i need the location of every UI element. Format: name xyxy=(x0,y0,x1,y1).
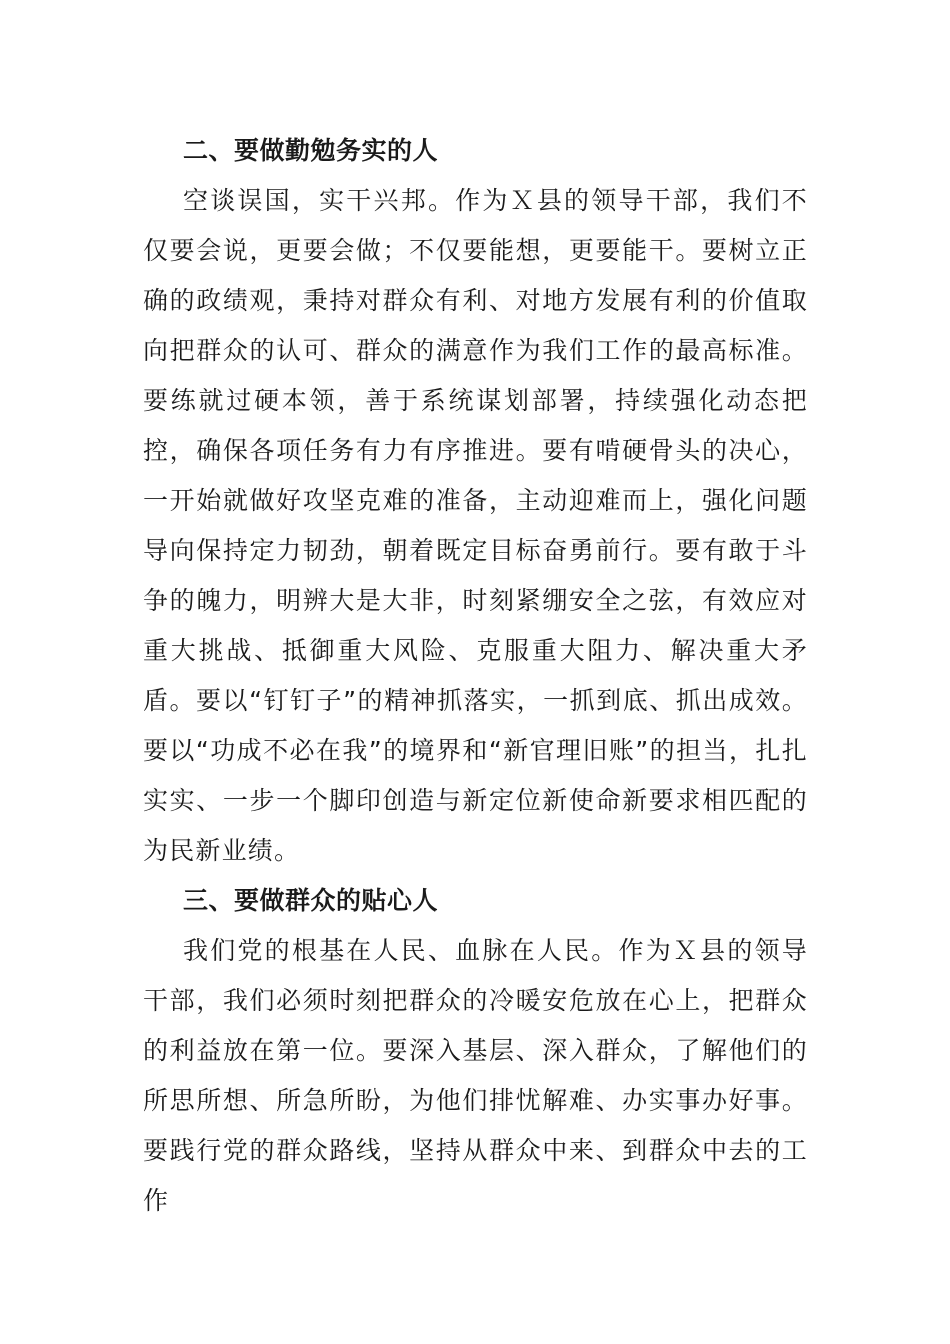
section-heading-diligent: 二、要做勤勉务实的人 xyxy=(183,136,439,165)
section-body-people: 我们党的根基在人民、血脉在人民。作为Ｘ县的领导干部，我们必须时刻把群众的冷暖安危放在心上，把群众的利益放在第一位。要深入基层、深入群众，了解他们的所思所想、所急所盼，为他们排忧解难、办实事办好事。要践行党的群众路线，坚持从群众中来、到群众中去的工作 xyxy=(143,936,808,1215)
section-heading-people: 三、要做群众的贴心人 xyxy=(183,886,439,915)
section-body-diligent: 空谈误国，实干兴邦。作为Ｘ县的领导干部，我们不仅要会说，更要会做；不仅要能想，更要能干。要树立正确的政绩观，秉持对群众有利、对地方发展有利的价值取向把群众的认可、群众的满意作为我们工作的最高标准。要练就过硬本领，善于系统谋划部署，持续强化动态把控，确保各项任务有力有序推进。要有啃硬骨头的决心，一开始就做好攻坚克难的准备，主动迎难而上，强化问题导向保持定力韧劲，朝着既定目标奋勇前行。要有敢于斗争的魄力，明辨大是大非，时刻紧绷安全之弦，有效应对重大挑战、抵御重大风险、克服重大阻力、解决重大矛盾。要以“钉钉子”的精神抓落实，一抓到底、抓出成效。要以“功成不必在我”的境界和“新官理旧账”的担当，扎扎实实、一步一个脚印创造与新定位新使命新要求相匹配的为民新业绩。 xyxy=(143,186,808,865)
document-page xyxy=(143,126,808,1226)
